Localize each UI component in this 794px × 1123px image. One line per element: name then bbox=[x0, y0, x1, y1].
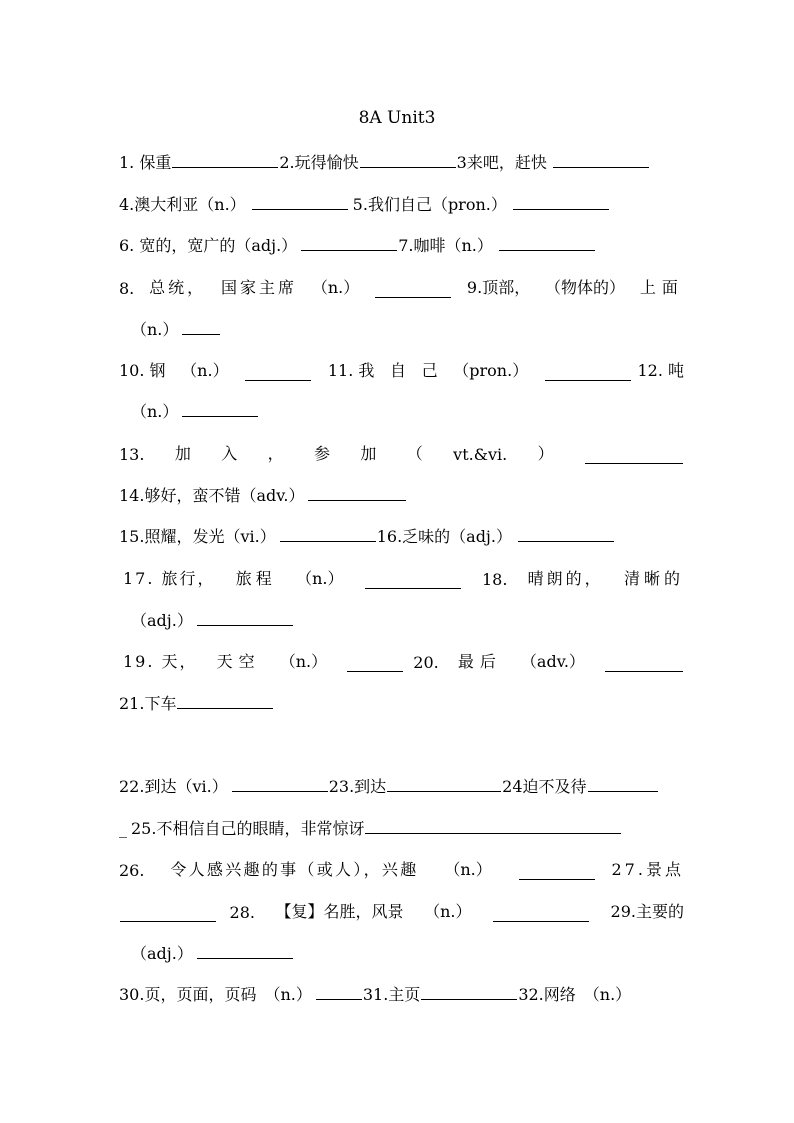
item-25-label: 25.不相信自己的眼睛，非常惊讶 bbox=[131, 819, 365, 838]
item-17-pos: （n.） bbox=[296, 569, 344, 588]
item-12-blank[interactable] bbox=[182, 398, 258, 417]
item-13-number: 13. bbox=[119, 445, 145, 464]
item-8-label-b: 国家主席 bbox=[220, 278, 297, 297]
item-1-blank[interactable] bbox=[172, 149, 278, 168]
item-30-label: 30.页，页面，页码 bbox=[119, 985, 257, 1004]
item-2-label: 2.玩得愉快 bbox=[279, 153, 359, 172]
vocab-line-15 bbox=[119, 898, 684, 922]
item-28-number: 28. bbox=[229, 903, 255, 922]
vocab-line-5b bbox=[131, 398, 696, 422]
item-13-pos: vt.&vi. bbox=[453, 445, 508, 464]
item-13-blank[interactable] bbox=[585, 445, 683, 464]
item-16-blank[interactable] bbox=[518, 523, 614, 542]
item-13-comma: ， bbox=[267, 444, 284, 463]
item-11-pos: （pron.） bbox=[453, 361, 529, 380]
item-9-label-b: （物体的） bbox=[545, 278, 626, 297]
vocab-line-7 bbox=[119, 482, 684, 506]
item-13-char-4: 加 bbox=[360, 444, 377, 463]
item-20-number: 20. bbox=[413, 653, 439, 672]
item-19-blank[interactable] bbox=[347, 653, 403, 672]
item-2-blank[interactable] bbox=[360, 149, 456, 168]
item-27-blank[interactable] bbox=[120, 903, 216, 922]
item-8-blank[interactable] bbox=[375, 279, 451, 298]
item-5-blank[interactable] bbox=[513, 191, 609, 210]
vocab-line-4 bbox=[119, 274, 684, 298]
item-20-pos: （adv.） bbox=[520, 652, 585, 671]
item-21-blank[interactable] bbox=[177, 690, 273, 709]
item-8-number: 8. bbox=[119, 279, 135, 298]
item-26-blank[interactable] bbox=[519, 861, 595, 880]
item-13-char-1: 加 bbox=[174, 444, 191, 463]
item-4-blank[interactable] bbox=[252, 191, 348, 210]
item-11-label-a: 11. 我 bbox=[327, 361, 375, 380]
item-17-label-b: 旅程 bbox=[235, 569, 276, 588]
item-15-label: 15.照耀，发光（vi.） bbox=[119, 527, 276, 546]
item-11-label-b: 自 bbox=[390, 361, 407, 380]
item-12-pos: （n.） bbox=[131, 402, 179, 421]
item-6-blank[interactable] bbox=[301, 232, 397, 251]
item-14-blank[interactable] bbox=[308, 482, 406, 501]
item-32-label: 32.网络 bbox=[518, 985, 576, 1004]
vocab-line-14 bbox=[119, 856, 684, 880]
item-3-blank[interactable] bbox=[553, 149, 649, 168]
item-26-pos: （n.） bbox=[444, 860, 492, 879]
item-12-label: 12. 吨 bbox=[637, 361, 684, 380]
item-26-number: 26. bbox=[119, 861, 145, 880]
item-20-blank[interactable] bbox=[605, 653, 683, 672]
item-29-blank[interactable] bbox=[197, 940, 293, 959]
vocab-line-9 bbox=[123, 565, 684, 589]
item-28-blank[interactable] bbox=[493, 903, 589, 922]
item-9-blank[interactable] bbox=[182, 316, 220, 335]
vocab-line-13 bbox=[119, 815, 684, 839]
item-1-label: 1. 保重 bbox=[119, 153, 172, 172]
item-10-label: 10. 钢 bbox=[119, 361, 166, 380]
item-26-label: 令人感兴趣的事（或人），兴趣 bbox=[170, 860, 419, 879]
item-25-blank[interactable] bbox=[365, 815, 621, 834]
item-24-label: 24迫不及待 bbox=[502, 777, 587, 796]
item-11-blank[interactable] bbox=[545, 362, 631, 381]
item-31-label: 31.主页 bbox=[362, 985, 421, 1004]
item-18-label-a: 晴朗的， bbox=[527, 569, 604, 588]
item-13-char-2: 入 bbox=[221, 444, 238, 463]
item-3-label: 3来吧，赶快 bbox=[456, 153, 547, 172]
item-9-pos: （n.） bbox=[131, 320, 179, 339]
vocab-line-6 bbox=[119, 440, 684, 464]
vocab-line-1 bbox=[119, 149, 684, 173]
item-13-paren-open: （ bbox=[406, 444, 423, 463]
item-22-label: 22.到达（vi.） bbox=[119, 777, 228, 796]
vocab-line-5 bbox=[119, 357, 684, 381]
item-13-paren-close: ） bbox=[537, 444, 554, 463]
item-15-blank[interactable] bbox=[280, 523, 376, 542]
item-17-blank[interactable] bbox=[365, 570, 461, 589]
item-18-number: 18. bbox=[481, 570, 508, 589]
item-19-label-b: 天空 bbox=[216, 652, 261, 671]
item-19-label-a: 19. 天， bbox=[123, 652, 198, 671]
item-7-blank[interactable] bbox=[499, 232, 595, 251]
item-5-label: 5.我们自己（pron.） bbox=[352, 195, 507, 214]
vocab-line-2 bbox=[119, 191, 684, 215]
item-8-pos: （n.） bbox=[311, 278, 360, 297]
item-21-label: 21.下车 bbox=[119, 694, 177, 713]
vocab-line-10 bbox=[123, 648, 684, 672]
item-30-blank[interactable] bbox=[316, 981, 362, 1000]
item-32-pos: （n.） bbox=[583, 985, 632, 1004]
item-18-blank[interactable] bbox=[197, 607, 293, 626]
item-9-label-c: 上面 bbox=[639, 278, 684, 297]
item-31-blank[interactable] bbox=[421, 981, 517, 1000]
item-11-label-c: 己 bbox=[421, 361, 438, 380]
item-6-label: 6. 宽的，宽广的（adj.） bbox=[119, 236, 298, 255]
item-23-blank[interactable] bbox=[387, 773, 501, 792]
vocab-line-15b bbox=[131, 940, 696, 964]
vocab-line-8 bbox=[119, 523, 684, 547]
item-27-label: 27.景点 bbox=[611, 860, 684, 879]
vocab-line-11 bbox=[119, 690, 684, 714]
vocab-line-12 bbox=[119, 773, 684, 797]
item-18-pos: （adj.） bbox=[131, 611, 193, 630]
vocab-line-9b bbox=[131, 607, 696, 631]
item-13-char-3: 参 bbox=[314, 444, 331, 463]
item-18-label-b: 清晰的 bbox=[623, 569, 684, 588]
item-7-label: 7.咖啡（n.） bbox=[398, 236, 493, 255]
item-10-blank[interactable] bbox=[245, 362, 311, 381]
vocab-line-16 bbox=[119, 981, 684, 1005]
item-28-pos: （n.） bbox=[424, 902, 472, 921]
item-19-pos: （n.） bbox=[279, 652, 328, 671]
item-28-label: 【复】名胜，风景 bbox=[275, 902, 404, 921]
item-22-blank[interactable] bbox=[232, 773, 328, 792]
page-title: 8A Unit3 bbox=[358, 108, 436, 128]
item-4-label: 4.澳大利亚（n.） bbox=[119, 195, 246, 214]
item-20-label: 最后 bbox=[457, 652, 502, 671]
item-10-pos: （n.） bbox=[181, 361, 229, 380]
item-24-blank-continued: _ bbox=[119, 819, 127, 838]
item-14-label: 14.够好，蛮不错（adv.） bbox=[119, 486, 305, 505]
vocab-line-3 bbox=[119, 232, 684, 256]
item-29-pos: （adj.） bbox=[131, 944, 193, 963]
item-24-blank[interactable] bbox=[588, 773, 658, 792]
item-8-label-a: 总统， bbox=[149, 278, 207, 297]
item-29-label: 29.主要的 bbox=[610, 902, 684, 921]
vocab-line-4b bbox=[131, 316, 696, 340]
item-17-label-a: 17. 旅行， bbox=[123, 569, 216, 588]
item-16-label: 16.乏味的（adj.） bbox=[376, 527, 512, 546]
item-30-pos: （n.） bbox=[264, 985, 312, 1004]
item-23-label: 23.到达 bbox=[328, 777, 387, 796]
item-9-label-a: 9.顶部， bbox=[466, 278, 531, 297]
